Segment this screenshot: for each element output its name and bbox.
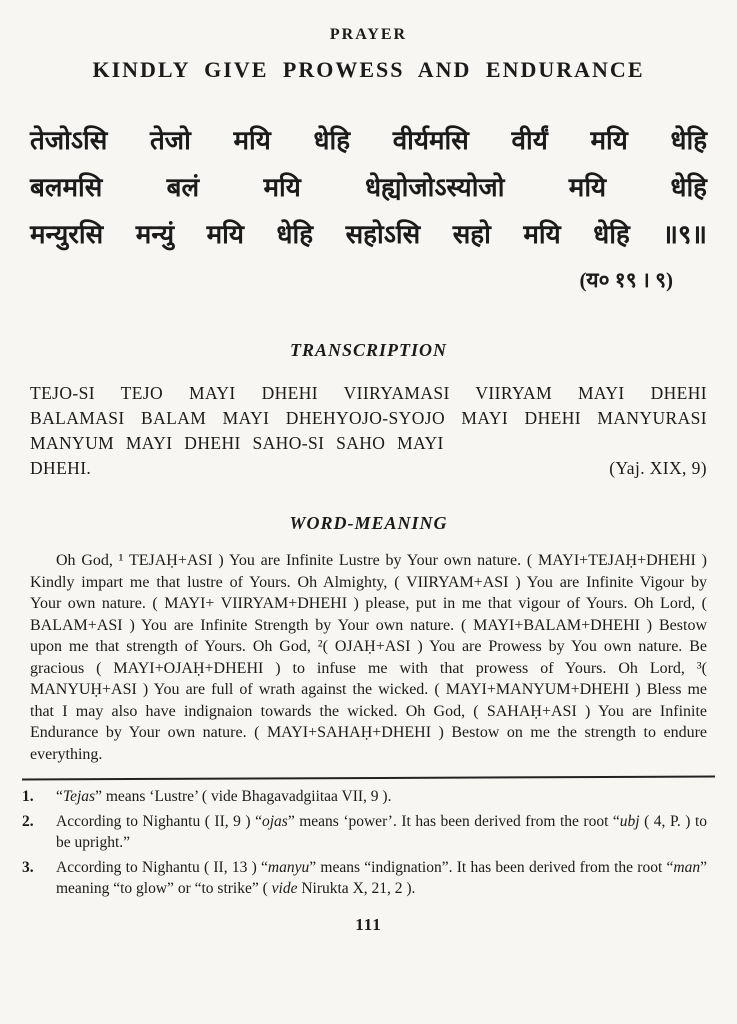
word-meaning-body: Oh God, ¹ TEJAḤ+ASI ) You are Infinite Lustre by Your own nature. ( MAYI+TEJAḤ+DHEHI ) Kindly impart me that lustre of Yours. Oh Almighty, ( VIIRYAM+ASI ) You are Infinite Vigour by Your own nature. ( MAYI+ VIIRYAM+DHEHI ) please, put in me that vigour of Yours. Oh Lord, ( BALAM+ASI ) You are Infinite Strength by Your own nature. ( MAYI+BALAM+DHEHI ) Bestow upon me that strength of Yours. Oh God, ²( OJAḤ+ASI ) You are Prowess by You own nature. Be gracious ( MAYI+OJAḤ+DHEHI ) to infuse me with that prowess of Yours. Oh Lord, ³( MANYUḤ+ASI ) You are full of wrath against the wicked. ( MAYI+MANYUM+DHEHI ) Bless me that I may also have indignaion towards the wicked. Oh God, ( SAHAḤ+ASI ) You are Infinite Endurance by Your own nature. ( MAYI+SAHAḤ+DHEHI ) Bestow on me the strength to endure everything. <box>30 552 707 763</box>
page-kicker: PRAYER <box>329 26 408 43</box>
transcription-last-word: DHEHI. <box>30 458 92 478</box>
mantra-citation: (य० १९ । ९) <box>579 268 673 292</box>
footnote-text: According to Nighantu ( II, 13 ) “manyu” means “indignation”. It has been derived from the root “man” meaning “to glow” or “to strike” ( vide Nirukta X, 21, 2 ). <box>56 859 707 897</box>
page-number: 111 <box>355 915 382 934</box>
footnote-text: According to Nighantu ( II, 9 ) “ojas” means ‘power’. It has been derived from the root “ubj ( 4, P. ) to be upright.” <box>56 813 707 851</box>
mantra-line: तेजोऽसि तेजो मयि धेहि वीर्यमसि वीर्यं मयि धेहि <box>30 126 707 155</box>
footnote-item <box>22 786 707 807</box>
footnote-number: 1. <box>22 788 34 805</box>
mantra-line: बलमसि बलं मयि धेह्योजोऽस्योजो मयि धेहि <box>30 173 707 202</box>
mantra-block <box>30 117 707 294</box>
transcription-body: TEJO-SI TEJO MAYI DHEHI VIIRYAMASI VIIRYAM MAYI DHEHI BALAMASI BALAM MAYI DHEHYOJO-SYOJO MAYI DHEHI MANYURASI MANYUM MAYI DHEHI SAHO-SI SAHO MAYI <box>30 383 707 453</box>
mantra-line: मन्युरसि मन्युं मयि धेहि सहोऽसि सहो मयि धेहि ॥९॥ <box>30 220 707 249</box>
footnote-divider <box>22 775 715 780</box>
footnote-item <box>22 857 707 899</box>
page-title: KINDLY GIVE PROWESS AND ENDURANCE <box>92 57 645 82</box>
footnote-list <box>22 786 707 899</box>
transcription-citation: (Yaj. XIX, 9) <box>609 458 707 478</box>
word-meaning-heading: WORD-MEANING <box>289 513 448 533</box>
footnote-item <box>22 811 707 853</box>
footnote-number: 3. <box>22 859 34 876</box>
mantra-lines <box>30 117 707 258</box>
footnote-number: 2. <box>22 813 34 830</box>
footnote-text: “Tejas” means ‘Lustre’ ( vide Bhagavadgiitaa VII, 9 ). <box>56 788 392 805</box>
transcription-last-line <box>30 456 707 481</box>
transcription-heading: TRANSCRIPTION <box>289 340 448 360</box>
